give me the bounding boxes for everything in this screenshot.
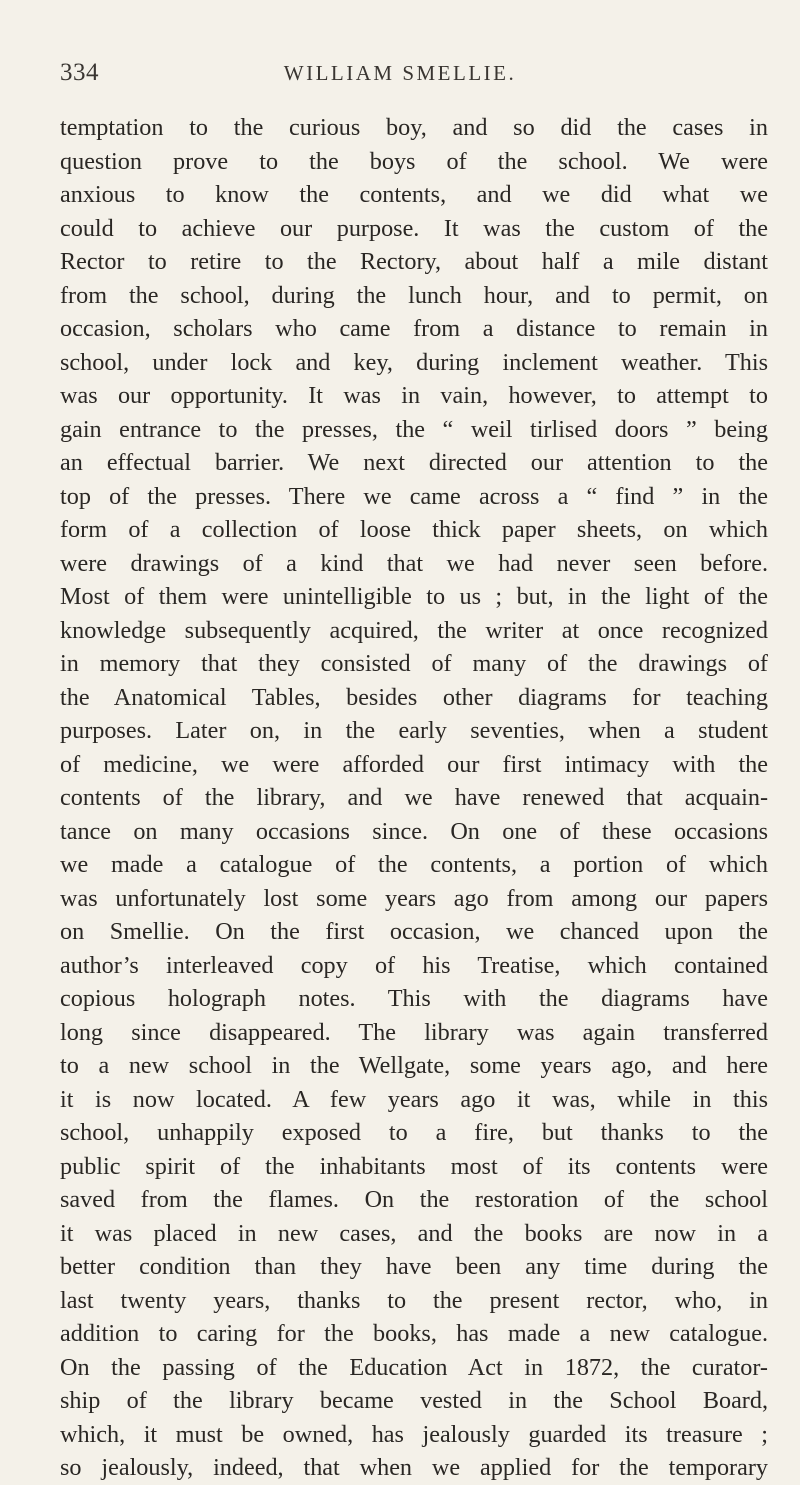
text-line: temptation to the curious boy, and so did the cases in [60,114,768,141]
text-line: addition to caring for the books, has made a new catalogue. [60,1320,768,1347]
text-line: author’s interleaved copy of his Treatise, which contained [60,951,768,979]
text-line: purposes. Later on, in the early seventies, when a student [60,717,768,744]
page-number: 334 [60,59,99,86]
text-line: an effectual barrier. We next directed our attention to the [60,449,768,476]
text-line: tance on many occasions since. On one of these occasions [60,817,768,845]
text-line: which, it must be owned, has jealously guarded its treasure ; [60,1420,768,1448]
text-line: was our opportunity. It was in vain, however, to attempt to [60,382,768,409]
running-head-title: WILLIAM SMELLIE. [283,61,517,85]
text-line: from the school, during the lunch hour, and to permit, on [60,281,768,309]
text-line: so jealously, indeed, that when we applied for the temporary [60,1454,768,1481]
text-line: in memory that they consisted of many of the drawings of [60,650,768,677]
text-line: was unfortunately lost some years ago from among our papers [60,884,768,912]
text-line: form of a collection of loose thick paper sheets, on which [60,516,768,543]
text-line: were drawings of a kind that we had never seen before. [60,549,768,577]
text-line: to a new school in the Wellgate, some years ago, and here [60,1052,768,1079]
text-line: last twenty years, thanks to the present rector, who, in [60,1286,768,1314]
text-line: on Smellie. On the first occasion, we chanced upon the [60,918,768,945]
text-line: gain entrance to the presses, the “ weil tirlised doors ” being [60,415,768,443]
text-line: of medicine, we were afforded our first intimacy with the [60,750,768,778]
text-line: it is now located. A few years ago it was, while in this [60,1085,768,1113]
text-line: top of the presses. There we came across a “ find ” in the [60,482,768,510]
text-line: Rector to retire to the Rectory, about half a mile distant [60,248,768,275]
text-line: occasion, scholars who came from a distance to remain in [60,315,768,342]
text-line: anxious to know the contents, and we did what we [60,181,768,208]
text-line: it was placed in new cases, and the books are now in a [60,1219,768,1247]
text-line: contents of the library, and we have renewed that acquain- [60,784,768,811]
text-line: knowledge subsequently acquired, the writer at once recognized [60,616,768,644]
text-line: saved from the flames. On the restoration of the school [60,1186,768,1213]
body-text [60,111,768,1485]
text-line: we made a catalogue of the contents, a portion of which [60,851,768,878]
text-line: ship of the library became vested in the School Board, [60,1387,768,1414]
text-line: school, unhappily exposed to a fire, but thanks to the [60,1119,768,1146]
text-line: Most of them were unintelligible to us ; but, in the light of the [60,583,768,610]
text-line: better condition than they have been any time during the [60,1253,768,1280]
text-line: long since disappeared. The library was again transferred [60,1018,768,1046]
text-line: question prove to the boys of the school. We were [60,147,768,175]
text-line: On the passing of the Education Act in 1872, the curator- [60,1353,768,1381]
running-head [0,55,800,95]
text-line: the Anatomical Tables, besides other diagrams for teaching [60,683,768,711]
text-line: copious holograph notes. This with the diagrams have [60,985,768,1012]
text-line: could to achieve our purpose. It was the custom of the [60,214,768,242]
text-line: public spirit of the inhabitants most of its contents were [60,1152,768,1180]
text-line: school, under lock and key, during inclement weather. This [60,348,768,376]
